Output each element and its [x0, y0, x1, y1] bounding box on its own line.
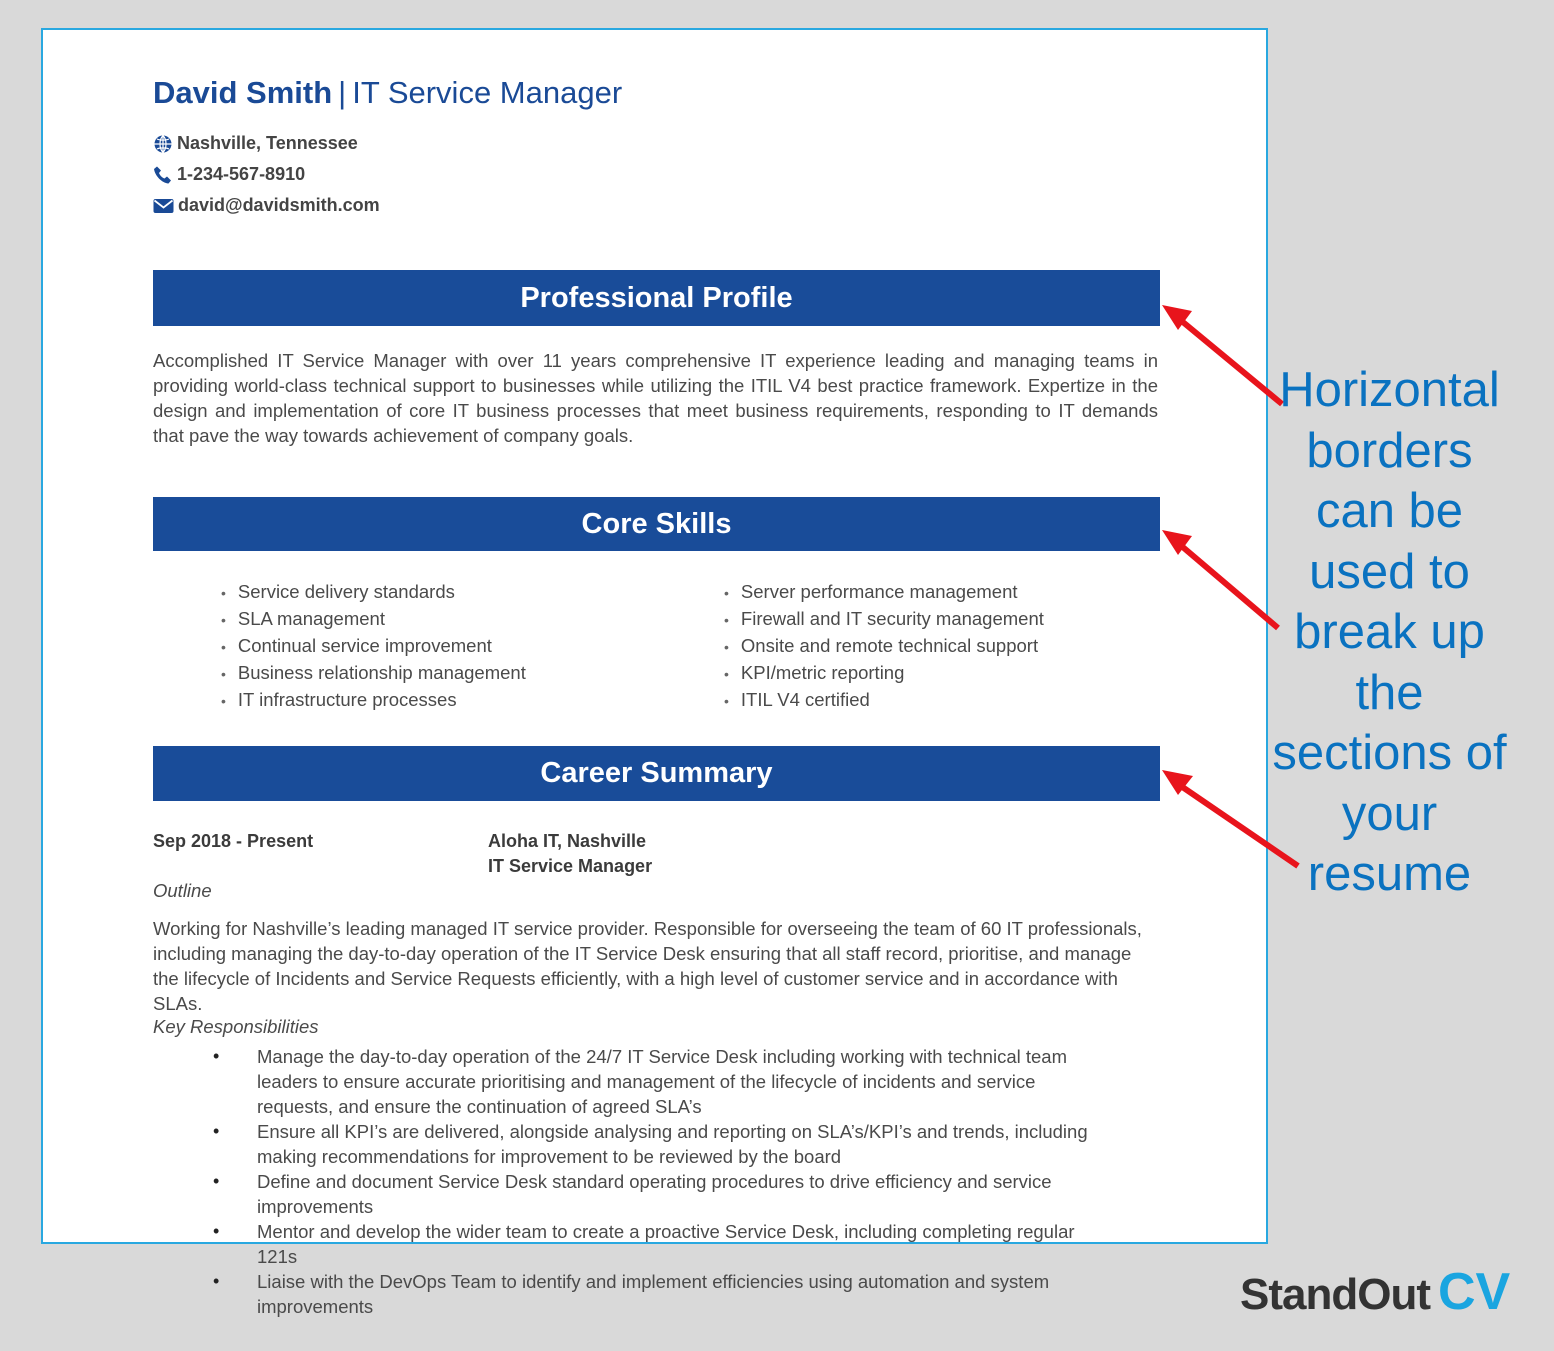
skill-item: • Service delivery standards	[221, 578, 526, 605]
responsibility-item: • Ensure all KPI’s are delivered, alongside analysing and reporting on SLA’s/KPI’s and trends, including making recommendations for improvement to be reviewed by the board	[213, 1119, 1113, 1169]
heading-separator: |	[338, 75, 347, 110]
email-text: david@davidsmith.com	[178, 195, 380, 215]
skill-item: • IT infrastructure processes	[221, 686, 526, 713]
job-dates: Sep 2018 - Present	[153, 831, 314, 851]
annotation-text: Horizontal borders can be used to break up the sections of your resume	[1272, 363, 1507, 901]
candidate-name: David Smith	[153, 75, 333, 110]
outline-paragraph: Working for Nashville’s leading managed IT service provider. Responsible for overseeing the team of 60 IT professionals, including managing the day-to-day operation of the IT Service Desk ensuring that all staff record, prioritise, and manage the lifecycle of Incidents and Service Requests efficiently, with a high level of customer service and in accordance with SLAs.	[153, 918, 1142, 1014]
responsibility-item: • Liaise with the DevOps Team to identify and implement efficiencies using automation and system improvements	[213, 1269, 1113, 1319]
job-company: Aloha IT, Nashville	[488, 831, 647, 851]
section-bar-core-skills: Core Skills	[153, 497, 1160, 551]
responsibility-item: • Manage the day-to-day operation of the 24/7 IT Service Desk including working with technical team leaders to ensure accurate prioritising and management of the lifecycle of incidents and service requests, and ensure the continuation of agreed SLA’s	[213, 1044, 1113, 1119]
responsibility-item: • Mentor and develop the wider team to create a proactive Service Desk, including completing regular 121s	[213, 1219, 1113, 1269]
candidate-job-title: IT Service Manager	[352, 75, 623, 110]
skill-item: • Firewall and IT security management	[724, 605, 1044, 632]
skill-item: • Onsite and remote technical support	[724, 632, 1044, 659]
section-bar-professional-profile: Professional Profile	[153, 270, 1160, 326]
key-responsibilities-label: Key Responsibilities	[153, 1016, 319, 1037]
skill-item: • ITIL V4 certified	[724, 686, 1044, 713]
skill-item: • Continual service improvement	[221, 632, 526, 659]
outline-label: Outline	[153, 880, 212, 901]
section-bar-career-summary: Career Summary	[153, 746, 1160, 801]
standout-cv-logo	[1240, 1262, 1510, 1322]
skill-item: • Server performance management	[724, 578, 1044, 605]
responsibility-item: • Define and document Service Desk standard operating procedures to drive efficiency and service improvements	[213, 1169, 1113, 1219]
logo-cv: CV	[1437, 1263, 1511, 1321]
skill-item: • KPI/metric reporting	[724, 659, 1044, 686]
location-text: Nashville, Tennessee	[177, 133, 358, 153]
phone-text: 1-234-567-8910	[177, 164, 306, 184]
profile-paragraph: Accomplished IT Service Manager with over 11 years comprehensive IT experience leading and managing teams in providing world-class technical support to businesses while utilizing the ITIL V4 best practice framework. Expertize in the design and implementation of core IT business processes that meet business requirements, responding to IT demands that pave the way towards achievement of company goals.	[153, 350, 1158, 446]
job-role: IT Service Manager	[488, 856, 653, 876]
skill-item: • Business relationship management	[221, 659, 526, 686]
logo-standout: StandOut	[1240, 1270, 1430, 1319]
skill-item: • SLA management	[221, 605, 526, 632]
